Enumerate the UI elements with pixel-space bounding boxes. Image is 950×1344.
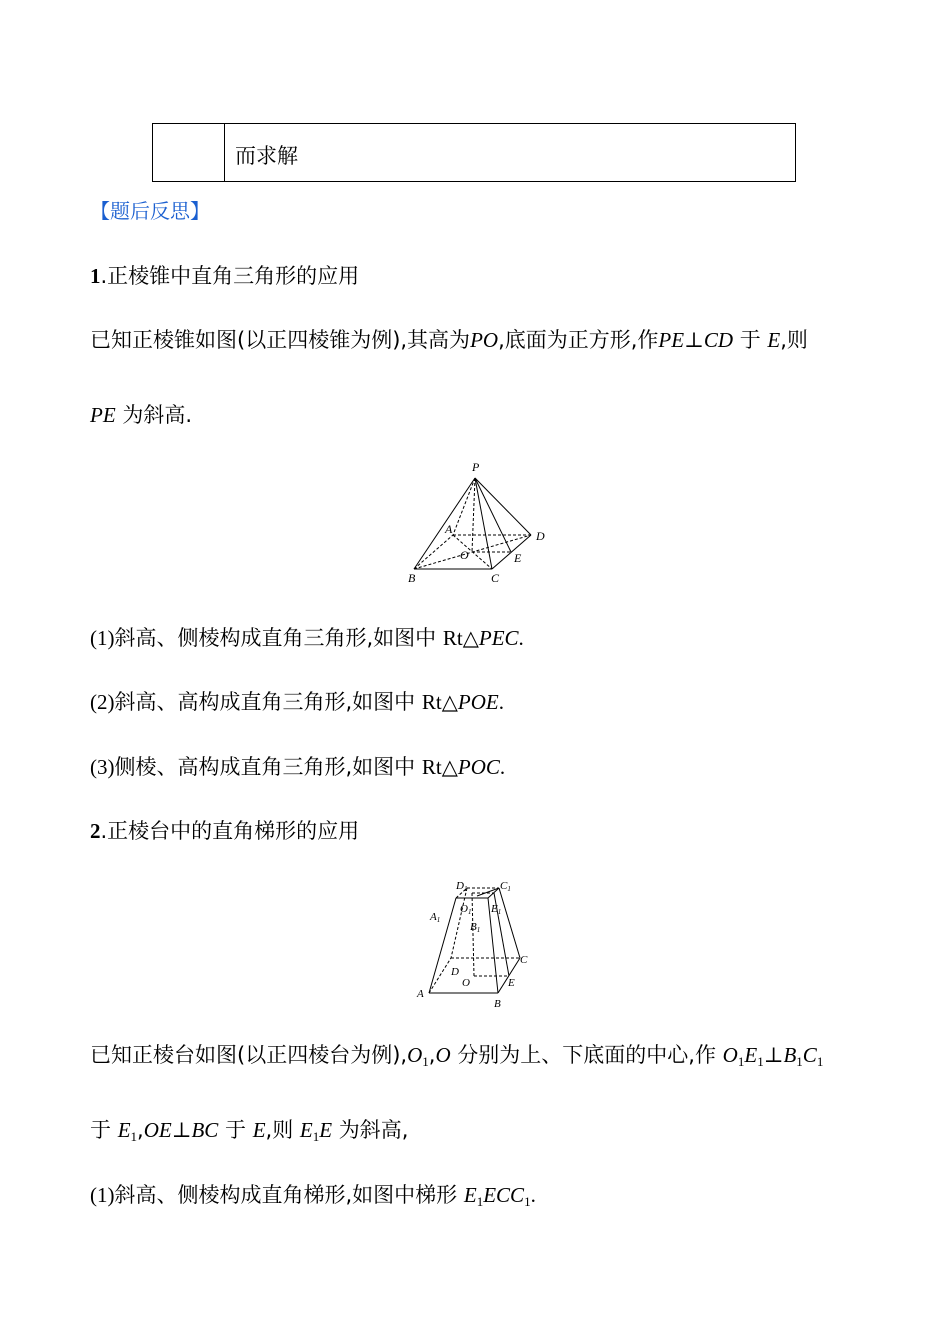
- label-e: E: [514, 551, 522, 565]
- label-c: C: [520, 954, 528, 966]
- label-d1: D1: [456, 880, 468, 893]
- section2-item-1: (1)斜高、侧棱构成直角梯形,如图中梯形 E1ECC1.: [90, 1183, 536, 1209]
- label-a: A: [417, 988, 424, 1000]
- label-e: E: [508, 977, 515, 989]
- label-d: D: [536, 529, 545, 543]
- table-row: [152, 123, 796, 182]
- section2-intro-line1: 已知正棱台如图(以正四棱台为例),O1,O 分别为上、下底面的中心,作 O1E1⊥B1C1: [90, 1043, 824, 1069]
- section1-item-2: (2)斜高、高构成直角三角形,如图中 Rt△POE.: [90, 690, 504, 714]
- section1-intro-line2: PE 为斜高.: [90, 403, 193, 427]
- label-a1: A1: [430, 911, 441, 924]
- table-cell-text: 而求解: [235, 144, 298, 168]
- section1-item-1: (1)斜高、侧棱构成直角三角形,如图中 Rt△PEC.: [90, 626, 524, 650]
- section1-intro-line1: 已知正棱锥如图(以正四棱锥为例),其高为PO,底面为正方形,作PE⊥CD 于 E,则: [90, 328, 808, 352]
- label-e1: E1: [491, 903, 502, 916]
- table-cell-empty: [153, 124, 225, 181]
- label-b1: B1: [470, 921, 481, 934]
- label-c: C: [491, 571, 500, 585]
- frustum-figure: [412, 876, 542, 1014]
- label-c1: C1: [500, 880, 511, 893]
- label-o: O: [462, 977, 470, 989]
- label-b: B: [408, 571, 416, 585]
- label-a: A: [445, 522, 453, 536]
- label-p: P: [472, 460, 480, 474]
- label-b: B: [494, 998, 501, 1010]
- reflection-heading: 【题后反思】: [90, 199, 210, 223]
- pyramid-figure: [400, 458, 560, 588]
- section2-intro-line2: 于 E1,OE⊥BC 于 E,则 E1E 为斜高,: [90, 1118, 409, 1144]
- label-o: O: [460, 548, 469, 562]
- label-o1: O1: [460, 903, 472, 916]
- section1-item-3: (3)侧棱、高构成直角三角形,如图中 Rt△POC.: [90, 755, 506, 779]
- label-d: D: [451, 966, 459, 978]
- section2-title: 2.正棱台中的直角梯形的应用: [90, 819, 360, 843]
- section1-title: 1.正棱锥中直角三角形的应用: [90, 264, 360, 288]
